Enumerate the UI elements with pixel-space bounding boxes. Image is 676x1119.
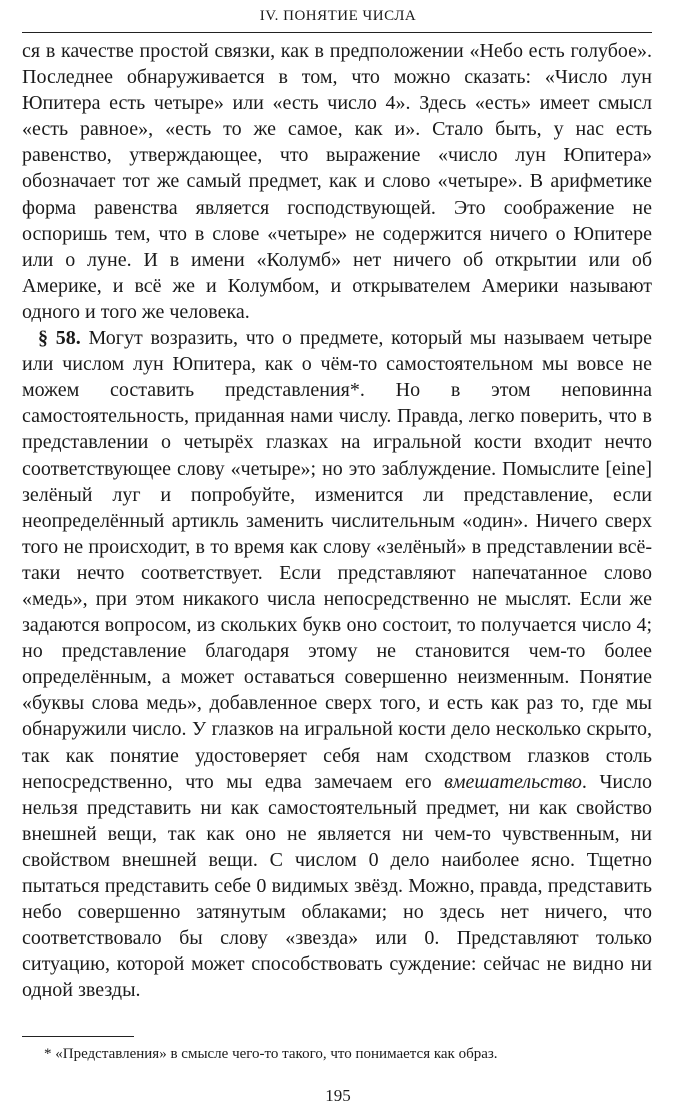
footnote-marker: * [44,1046,52,1062]
page-number: 195 [325,1086,351,1105]
paragraph-2 [22,325,652,1003]
footnote-text: «Представления» в смысле чего-то такого, что понимается как образ. [51,1046,498,1062]
paragraph-1: ся в качестве простой связки, как в предположении «Небо есть голубое». Последнее обнаруживается в том, что можно сказать: «Число лун Юпитера есть четыре» или «есть число 4». Здесь «есть» имеет смысл «есть равное», «есть то же самое, как и». Стало быть, у нас есть равенство, утверждающее, что выражение «число лун Юпитера» обозначает тот же самый предмет, как и слово «четыре». В арифметике форма равенства является господствующей. Это соображение не оспоришь тем, что в слове «четыре» не содержится ничего о Юпитере или о луне. И в имени «Колумб» нет ничего об открытии или об Америке, и всё же и Колумбом, и открывателем Америки называют одного и того же человека. [22,40,652,323]
running-head: IV. ПОНЯТИЕ ЧИСЛА [259,8,417,24]
emphasis-word: вмешательство [444,770,582,793]
header-rule [22,32,652,33]
paragraph-2-text-a: Могут возразить, что о предмете, который мы называем четыре или числом лун Юпитера, как о чём-то самостоятельном мы вовсе не можем составить представления*. Но в этом неповинна самостоятельность, приданная нами числу. Правда, легко поверить, что в представлении о четырёх глазках на игральной кости входит нечто соответствующее слову «четыре»; но это заблуждение. Помыслите [eine] зелёный луг и попробуйте, изменится ли представление, если неопределённый артикль заменить числительным «один». Ничего сверх того не происходит, в то время как слову «зелёный» в представлении всё-таки нечто соответствует. Если представляют напечатанное слово «медь», при этом никакого числа непосредственно не мыслят. Если же задаются вопросом, из скольких букв оно состоит, то получается число 4; но представление благодаря этому не становится чем-то более определённым, а может оставаться совершенно неизменным. Понятие «буквы слова медь», добавленное сверх того, и есть как раз то, где мы обнаружили число. У глазков на игральной кости дело несколько скрыто, так как понятие удостоверяет себя нам сходством глазков столь непосредственно, что мы едва замечаем его [22,327,653,793]
paragraph-2-text-b: . Число нельзя представить ни как самостоятельный предмет, ни как свойство внешней вещи, так как оно не является ни чем-то чувственным, ни свойством внешней вещи. С числом 0 дело наиболее ясно. Тщетно пытаться представить себе 0 видимых звёзд. Можно, правда, представить небо совершенно затянутым облаками; но здесь нет ничего, что соответствовало бы слову «звезда» или 0. Представляют только ситуацию, которой может способствовать суждение: сейчас не видно ни одной звезды. [22,770,652,1002]
section-number: § 58. [38,327,81,350]
footnote-rule [22,1036,134,1037]
footnote [22,1044,652,1064]
main-text [22,38,652,1003]
